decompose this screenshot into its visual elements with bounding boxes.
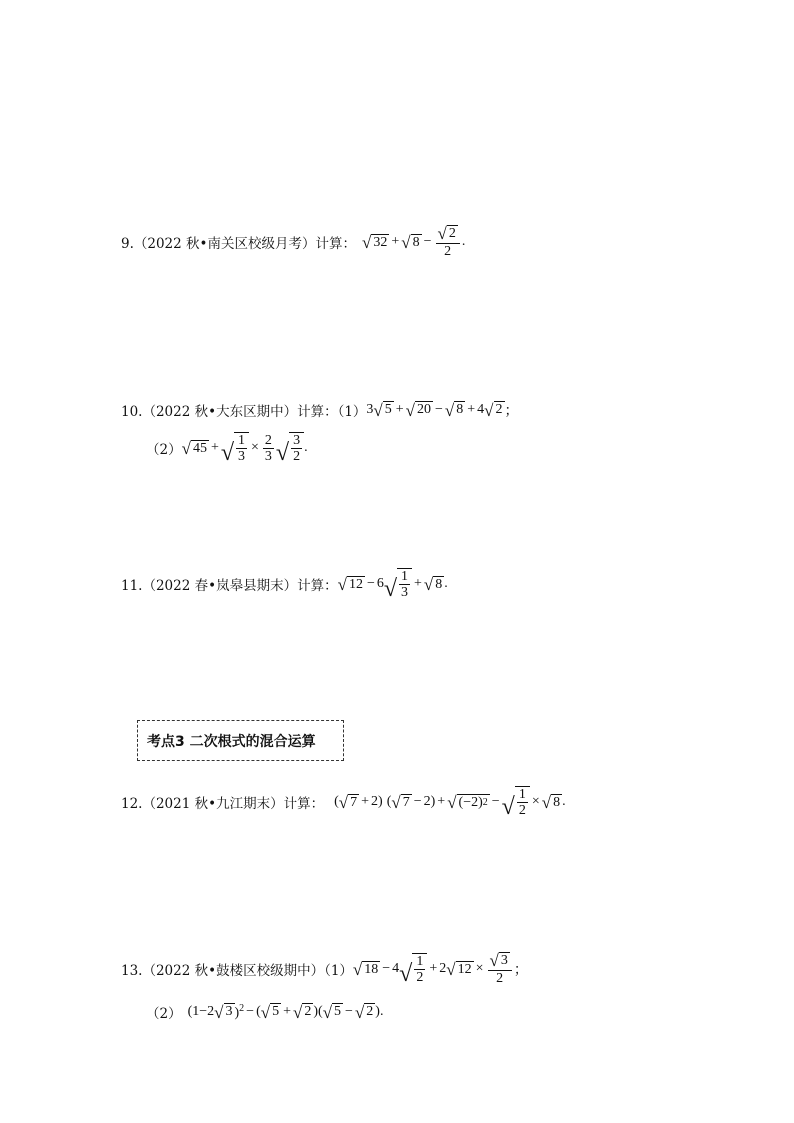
question-12-tail: . bbox=[562, 794, 566, 810]
section-heading-label: 考点3 二次根式的混合运算 bbox=[147, 733, 316, 750]
question-11-prefix: 11.（2022 春•岚皋县期末）计算： bbox=[121, 578, 338, 595]
question-13-formula-2: (1−2 √ 3 )$^2$ − ( √ 5 + √ 2 ) ( √ 5 − √ 2 ) . bbox=[187, 1002, 384, 1022]
question-9-tail: . bbox=[461, 234, 466, 250]
question-9-formula: √ 32 + √ 8 − √ 2 2 . bbox=[362, 224, 466, 260]
question-10-part-2 bbox=[146, 432, 308, 465]
question-12-prefix: 12.（2021 秋•九江期末）计算： bbox=[121, 796, 325, 813]
question-10-prefix: 10.（2022 秋•大东区期中）计算：（1） bbox=[121, 404, 367, 420]
question-13-sep: ； bbox=[513, 963, 528, 979]
question-13-tail: . bbox=[379, 1004, 384, 1019]
question-10-formula-1: 3 √ 5 + √ 20 − √ 8 + 4 √ 2 ； bbox=[366, 400, 519, 420]
question-9-prefix: 9.（2022 秋•南关区校级月考）计算： bbox=[121, 236, 356, 253]
question-13-part-2 bbox=[146, 1002, 383, 1022]
question-10-part-1 bbox=[121, 400, 519, 420]
question-10-part-2-label: （2） bbox=[146, 442, 182, 459]
question-10-formula-2: √ 45 + √ $\frac{1}{3}$ × $\frac{2}{3}$ √ $\frac{3}{2}$ . bbox=[181, 432, 308, 466]
question-13-part-2-label: （2） bbox=[146, 1006, 182, 1022]
question-13-part-1 bbox=[121, 952, 528, 987]
question-12 bbox=[121, 786, 566, 819]
question-9 bbox=[121, 225, 465, 260]
question-10-sep: ； bbox=[504, 404, 519, 419]
question-11 bbox=[121, 568, 448, 601]
question-12-formula: ( √ 7 + 2) ( √ 7 − 2) + √ (−2) 2 − √ $\frac{1}{2}$ × √ 8 . bbox=[334, 787, 566, 820]
question-11-formula: √ 12 − 6 √ $\frac{1}{3}$ + √ 8 . bbox=[337, 569, 448, 602]
question-10-tail: . bbox=[304, 440, 308, 456]
section-heading-box bbox=[137, 720, 344, 761]
question-13-prefix: 13.（2022 秋•鼓楼区校级期中）（1） bbox=[121, 963, 353, 980]
question-13-formula-1: √ 18 − 4 √ $\frac{1}{2}$ + 2 √ 12 × √ 3 2 ； bbox=[352, 951, 528, 987]
question-11-tail: . bbox=[444, 576, 448, 592]
